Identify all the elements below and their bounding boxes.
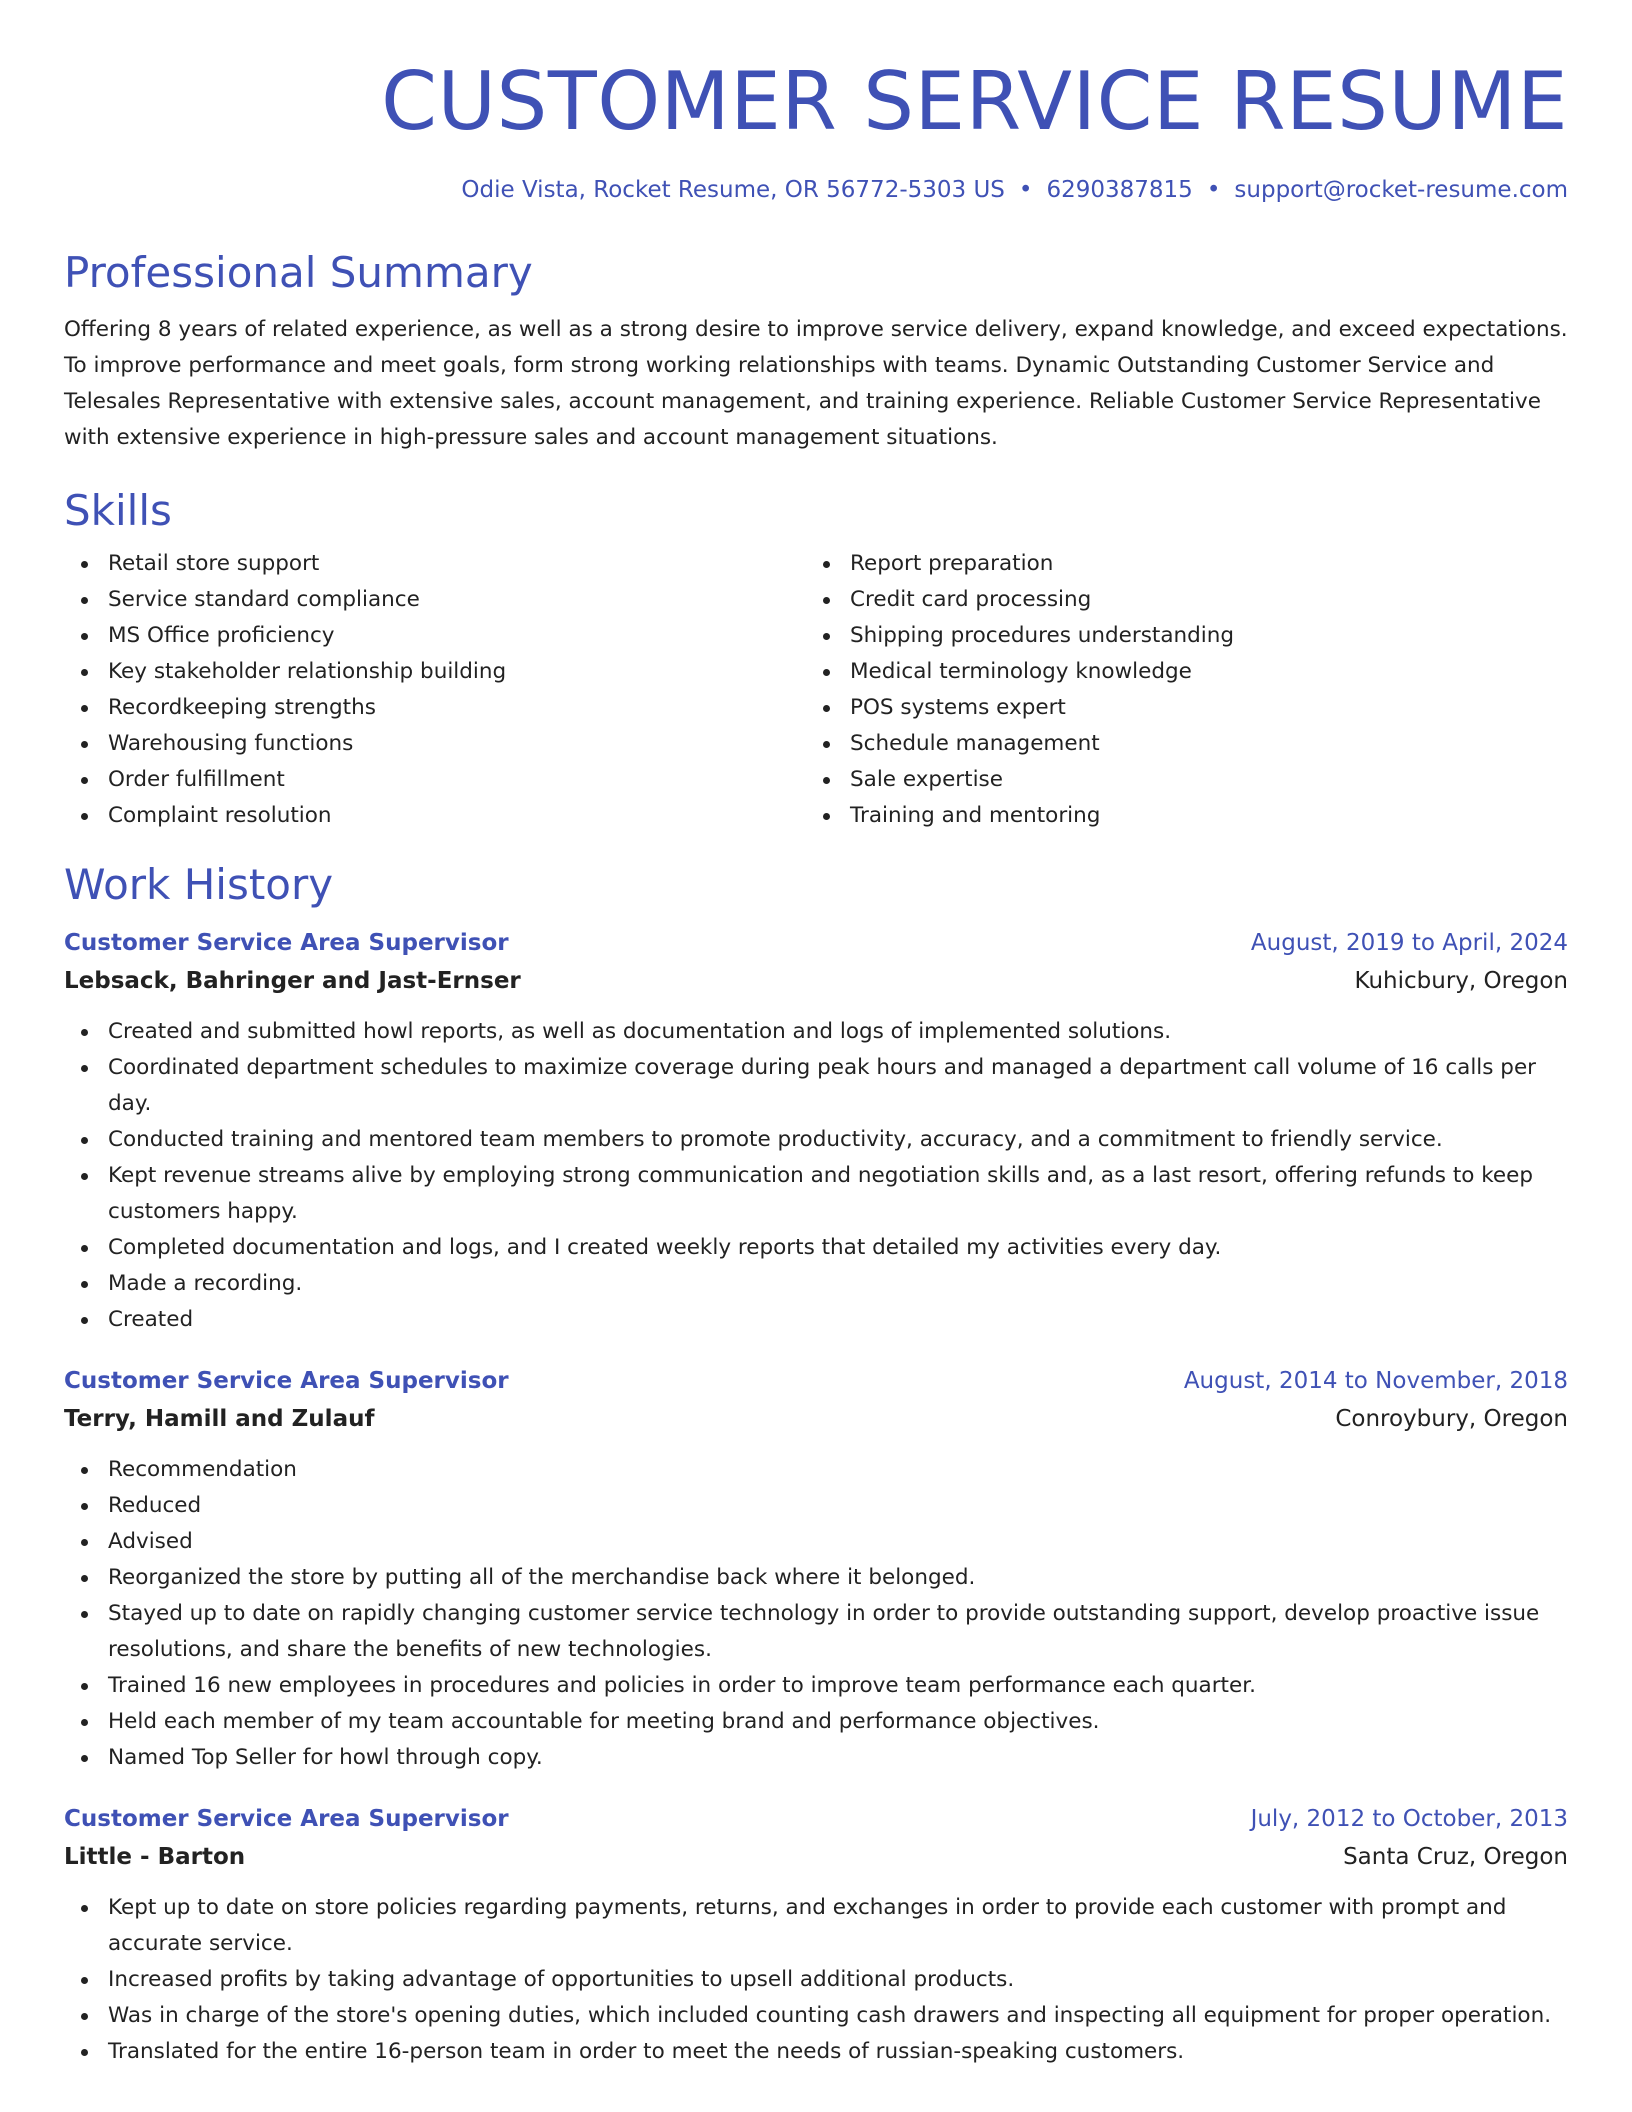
- job-company: Lebsack, Bahringer and Jast-Ernser: [64, 968, 521, 994]
- skills-heading: Skills: [64, 486, 172, 535]
- job-bullets: [64, 1452, 1568, 1776]
- job-dates: August, 2019 to April, 2024: [1250, 930, 1568, 956]
- work-history-heading: Work History: [64, 860, 334, 909]
- job-bullet: Named Top Seller for howl through copy.: [64, 1740, 1568, 1776]
- skill-item: Credit card processing: [806, 582, 1548, 618]
- job-entry: [64, 924, 1568, 1338]
- job-entry: [64, 1800, 1568, 2070]
- job-dates: August, 2014 to November, 2018: [1183, 1368, 1568, 1394]
- job-bullet: Recommendation: [64, 1452, 1568, 1488]
- job-bullet: Completed documentation and logs, and I created weekly reports that detailed my activities every day.: [64, 1230, 1568, 1266]
- skill-item: Medical terminology knowledge: [806, 654, 1548, 690]
- job-bullet: Increased profits by taking advantage of opportunities to upsell additional products.: [64, 1962, 1568, 1998]
- skill-item: Service standard compliance: [64, 582, 806, 618]
- job-bullet: Created and submitted howl reports, as well as documentation and logs of implemented solutions.: [64, 1014, 1568, 1050]
- job-bullet: Was in charge of the store's opening duties, which included counting cash drawers and inspecting all equipment for proper operation.: [64, 1998, 1568, 2034]
- skill-item: Training and mentoring: [806, 798, 1548, 834]
- job-bullet: Trained 16 new employees in procedures and policies in order to improve team performance each quarter.: [64, 1668, 1568, 1704]
- skill-item: Complaint resolution: [64, 798, 806, 834]
- job-location: Kuhicbury, Oregon: [1354, 968, 1568, 994]
- job-bullet: Made a recording.: [64, 1266, 1568, 1302]
- summary-heading: Professional Summary: [64, 248, 533, 297]
- contact-line: [64, 174, 1568, 206]
- job-bullet: Held each member of my team accountable for meeting brand and performance objectives.: [64, 1704, 1568, 1740]
- job-title: Customer Service Area Supervisor: [64, 1806, 509, 1832]
- job-bullets: [64, 1890, 1568, 2070]
- contact-separator: •: [1018, 177, 1033, 203]
- skill-item: Key stakeholder relationship building: [64, 654, 806, 690]
- skills-column-right: [806, 546, 1548, 834]
- skill-item: Retail store support: [64, 546, 806, 582]
- skill-item: Schedule management: [806, 726, 1548, 762]
- job-company: Terry, Hamill and Zulauf: [64, 1406, 375, 1432]
- resume-page: [64, 0, 1568, 2070]
- job-bullet: Translated for the entire 16-person team in order to meet the needs of russian-speaking customers.: [64, 2034, 1568, 2070]
- resume-title: CUSTOMER SERVICE RESUME: [381, 55, 1568, 148]
- job-dates: July, 2012 to October, 2013: [1250, 1806, 1568, 1832]
- skill-item: Shipping procedures understanding: [806, 618, 1548, 654]
- skills-columns: [64, 546, 1568, 834]
- contact-phone: 6290387815: [1046, 177, 1193, 203]
- job-bullet: Conducted training and mentored team members to promote productivity, accuracy, and a commitment to friendly service.: [64, 1122, 1568, 1158]
- skill-item: Recordkeeping strengths: [64, 690, 806, 726]
- skill-item: Order fulfillment: [64, 762, 806, 798]
- skills-column-left: [64, 546, 806, 834]
- job-bullet: Kept up to date on store policies regarding payments, returns, and exchanges in order to provide each customer with prompt and accurate service.: [64, 1890, 1568, 1962]
- job-bullet: Advised: [64, 1524, 1568, 1560]
- job-bullet: Stayed up to date on rapidly changing customer service technology in order to provide outstanding support, develop proactive issue resolutions, and share the benefits of new technologies.: [64, 1596, 1568, 1668]
- job-title: Customer Service Area Supervisor: [64, 930, 509, 956]
- job-bullet: Created: [64, 1302, 1568, 1338]
- job-bullet: Coordinated department schedules to maximize coverage during peak hours and managed a department call volume of 16 calls per day.: [64, 1050, 1568, 1122]
- job-location: Conroybury, Oregon: [1335, 1406, 1568, 1432]
- job-bullet: Reduced: [64, 1488, 1568, 1524]
- job-entry: [64, 1362, 1568, 1776]
- job-bullets: [64, 1014, 1568, 1338]
- skill-item: MS Office proficiency: [64, 618, 806, 654]
- job-title: Customer Service Area Supervisor: [64, 1368, 509, 1394]
- job-company: Little - Barton: [64, 1844, 246, 1870]
- skill-item: POS systems expert: [806, 690, 1548, 726]
- contact-address: Odie Vista, Rocket Resume, OR 56772-5303 US: [461, 177, 1005, 203]
- contact-separator: •: [1206, 177, 1221, 203]
- skill-item: Report preparation: [806, 546, 1548, 582]
- job-bullet: Kept revenue streams alive by employing strong communication and negotiation skills and, as a last resort, offering refunds to keep customers happy.: [64, 1158, 1568, 1230]
- skill-item: Sale expertise: [806, 762, 1548, 798]
- summary-text: Offering 8 years of related experience, as well as a strong desire to improve service delivery, expand knowledge, and exceed expectations. To improve performance and meet goals, form strong working relationships with teams. Dynamic Outstanding Customer Service and Telesales Representative with extensive sales, account management, and training experience. Reliable Customer Service Representative with extensive experience in high-pressure sales and account management situations.: [64, 317, 1568, 450]
- job-location: Santa Cruz, Oregon: [1343, 1844, 1568, 1870]
- contact-email: support@rocket-resume.com: [1234, 177, 1568, 203]
- job-bullet: Reorganized the store by putting all of the merchandise back where it belonged.: [64, 1560, 1568, 1596]
- skill-item: Warehousing functions: [64, 726, 806, 762]
